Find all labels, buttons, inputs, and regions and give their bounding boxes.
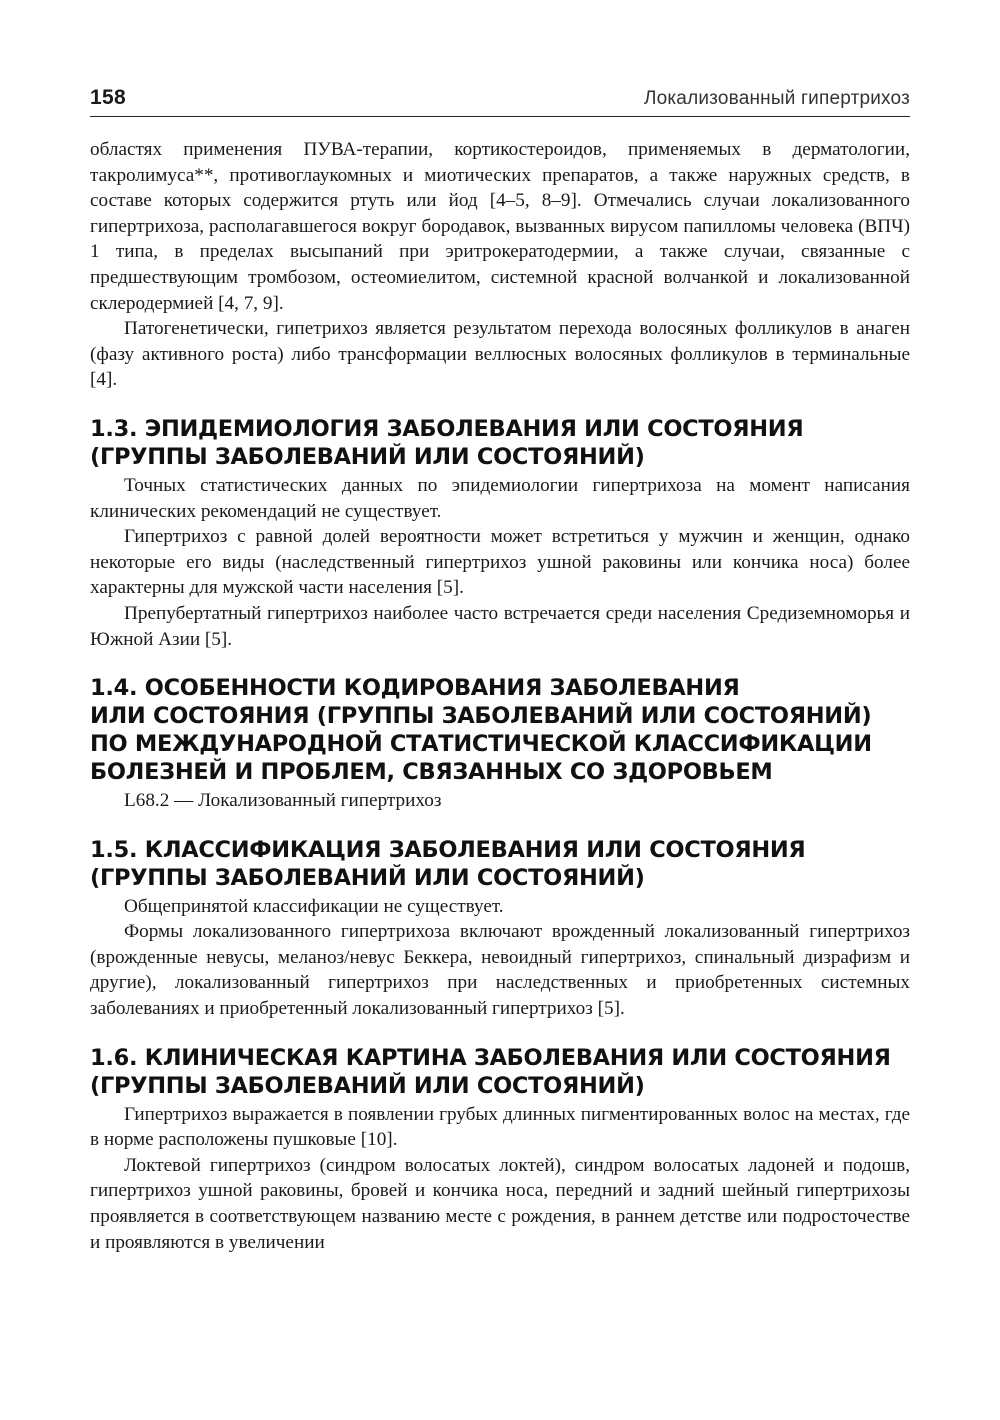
body-paragraph: Препубертатный гипертрихоз наиболее часто встречается среди населения Средиземноморья и Южной Азии [5].: [90, 602, 910, 650]
body-paragraph: Гипертрихоз с равной долей вероятности может встретиться у мужчин и женщин, однако некоторые его виды (наследственный гипертрихоз ушной раковины или кончика носа) более характерны для мужской части населения [5].: [90, 526, 910, 599]
heading-line: 1.3. ЭПИДЕМИОЛОГИЯ ЗАБОЛЕВАНИЯ ИЛИ СОСТОЯНИЯ: [90, 415, 804, 442]
page-number: 158: [90, 86, 126, 109]
body-paragraph: Точных статистических данных по эпидемиологии гипертрихоза на момент написания клинических рекомендаций не существует.: [90, 474, 910, 522]
heading-line: ИЛИ СОСТОЯНИЯ (ГРУППЫ ЗАБОЛЕВАНИЙ ИЛИ СОСТОЯНИЙ): [90, 703, 872, 730]
icd-code-paragraph: L68.2 — Локализованный гипертрихоз: [124, 790, 442, 812]
page-content: [90, 137, 910, 1255]
section-heading-1-6: [90, 1044, 910, 1100]
section-heading-1-3: [90, 415, 910, 471]
section-heading-1-4: [90, 674, 910, 786]
heading-line: 1.5. КЛАССИФИКАЦИЯ ЗАБОЛЕВАНИЯ ИЛИ СОСТОЯНИЯ: [90, 836, 806, 863]
body-paragraph: Локтевой гипертрихоз (синдром волосатых локтей), синдром волосатых ладоней и подошв, гипертрихоз ушной раковины, бровей и кончика носа, передний и задний шейный гипертрихозы проявляется в соответствующем названию месте с рождения, в раннем детстве или подросточестве и проявляются в увеличении: [90, 1154, 910, 1253]
heading-line: БОЛЕЗНЕЙ И ПРОБЛЕМ, СВЯЗАННЫХ СО ЗДОРОВЬЕМ: [90, 759, 773, 786]
document-page: [90, 80, 910, 1255]
heading-line: (ГРУППЫ ЗАБОЛЕВАНИЙ ИЛИ СОСТОЯНИЙ): [90, 864, 645, 891]
body-paragraph: Гипертрихоз выражается в появлении грубых длинных пигментированных волос на местах, где в норме расположены пушковые [10].: [90, 1103, 910, 1151]
section-heading-1-5: [90, 836, 910, 892]
body-paragraph: Общепринятой классификации не существует.: [124, 895, 504, 917]
heading-line: 1.4. ОСОБЕННОСТИ КОДИРОВАНИЯ ЗАБОЛЕВАНИЯ: [90, 675, 740, 702]
running-title: Локализованный гипертрихоз: [643, 88, 910, 109]
running-head: [90, 80, 910, 117]
heading-line: ПО МЕЖДУНАРОДНОЙ СТАТИСТИЧЕСКОЙ КЛАССИФИКАЦИИ: [90, 731, 872, 758]
body-paragraph: Формы локализованного гипертрихоза включают врожденный локализованный гипертрихоз (врожденные невусы, меланоз/невус Беккера, невоидный гипертрихоз, спинальный дизрафизм и другие), локализованный гипертрихоз при наследственных и приобретенных системных заболеваниях и приобретенный локализованный гипертрихоз [5].: [90, 921, 910, 1020]
heading-line: 1.6. КЛИНИЧЕСКАЯ КАРТИНА ЗАБОЛЕВАНИЯ ИЛИ СОСТОЯНИЯ: [90, 1044, 891, 1071]
body-paragraph: Патогенетически, гипетрихоз является результатом перехода волосяных фолликулов в анаген (фазу активного роста) либо трансформации веллюсных волосяных фолликулов в терминальные [4].: [90, 318, 910, 391]
heading-line: (ГРУППЫ ЗАБОЛЕВАНИЙ ИЛИ СОСТОЯНИЙ): [90, 443, 645, 470]
heading-line: (ГРУППЫ ЗАБОЛЕВАНИЙ ИЛИ СОСТОЯНИЙ): [90, 1072, 645, 1099]
body-paragraph: областях применения ПУВА-терапии, кортикостероидов, применяемых в дерматологии, такролимуса**, противоглаукомных и миотических препаратов, а также наружных средств, в составе которых содержится ртуть или йод [4–5, 8–9]. Отмечались случаи локализованного гипертрихоза, располагавшегося вокруг бородавок, вызванных вирусом папилломы человека (ВПЧ) 1 типа, в пределах высыпаний при эритрокератодермии, а также случаи, связанные с предшествующим тромбозом, остеомиелитом, системной красной волчанкой и локализованной склеродермией [4, 7, 9].: [90, 139, 910, 314]
